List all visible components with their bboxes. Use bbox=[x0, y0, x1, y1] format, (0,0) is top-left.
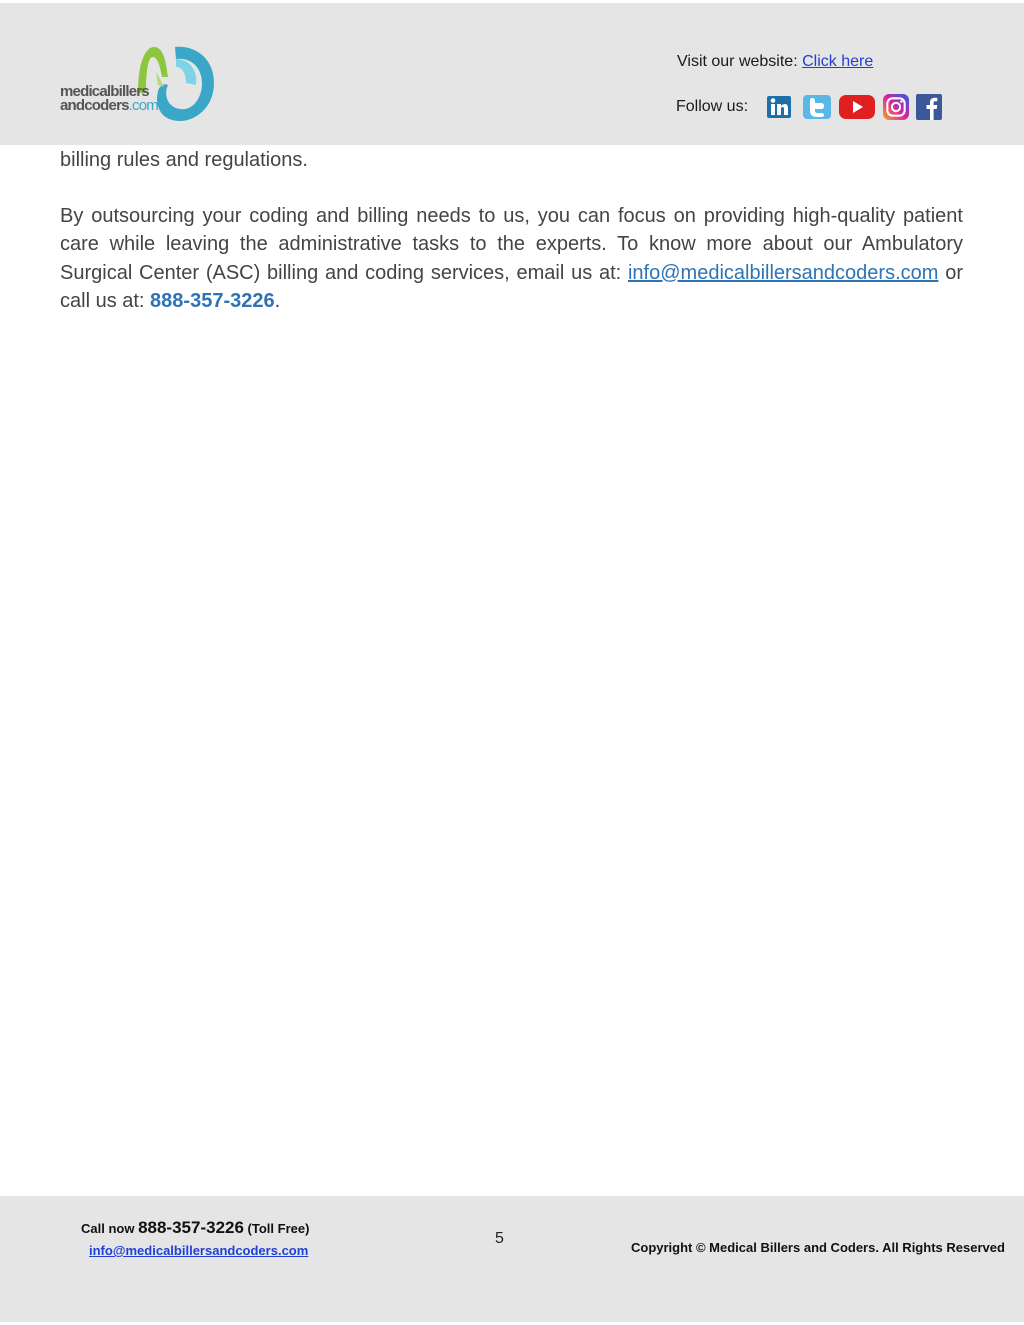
phone-number: 888-357-3226 bbox=[150, 290, 275, 313]
paragraph-outsourcing bbox=[60, 202, 963, 316]
visit-website bbox=[677, 53, 873, 71]
copyright-text: Copyright © Medical Billers and Coders. All Rights Reserved bbox=[631, 1240, 1005, 1255]
page-footer bbox=[0, 1196, 1024, 1322]
page-header bbox=[0, 3, 1024, 145]
logo-line-2-main: andcoders bbox=[60, 97, 129, 114]
instagram-icon[interactable] bbox=[881, 94, 911, 120]
logo-wordmark bbox=[60, 85, 158, 113]
logo-line-2 bbox=[60, 99, 158, 113]
paragraph-rules: billing rules and regulations. bbox=[60, 149, 308, 171]
footer-toll-free: (Toll Free) bbox=[243, 1221, 310, 1236]
footer-phone: 888-357-3226 bbox=[138, 1218, 244, 1237]
end-punct: . bbox=[274, 290, 281, 313]
call-text: or call us at: bbox=[60, 261, 963, 313]
footer-call-now bbox=[81, 1218, 309, 1238]
company-logo[interactable] bbox=[58, 41, 218, 125]
main-content bbox=[60, 146, 963, 316]
page-number: 5 bbox=[495, 1230, 504, 1247]
logo-line-1: medicalbillers bbox=[60, 83, 149, 100]
website-link[interactable]: Click here bbox=[802, 53, 874, 70]
follow-label: Follow us: bbox=[676, 98, 749, 115]
youtube-icon[interactable] bbox=[839, 94, 875, 120]
paragraph-outsourcing-text: By outsourcing your coding and billing needs to us, you can focus on providing high-quality patient care while leaving the administrative tasks to the experts. To know more about our Ambulatory Surgical Center (ASC) billing and coding services, email us at: bbox=[60, 204, 963, 284]
twitter-icon[interactable] bbox=[803, 94, 831, 120]
logo-line-2-suffix: .com bbox=[128, 97, 158, 114]
facebook-icon[interactable] bbox=[916, 94, 942, 120]
linkedin-icon[interactable] bbox=[767, 94, 791, 120]
footer-call-prefix: Call now bbox=[81, 1221, 139, 1236]
email-link[interactable]: info@medicalbillersandcoders.com bbox=[627, 261, 939, 284]
visit-label: Visit our website: bbox=[677, 53, 798, 70]
footer-email-link[interactable]: info@medicalbillersandcoders.com bbox=[89, 1243, 309, 1258]
